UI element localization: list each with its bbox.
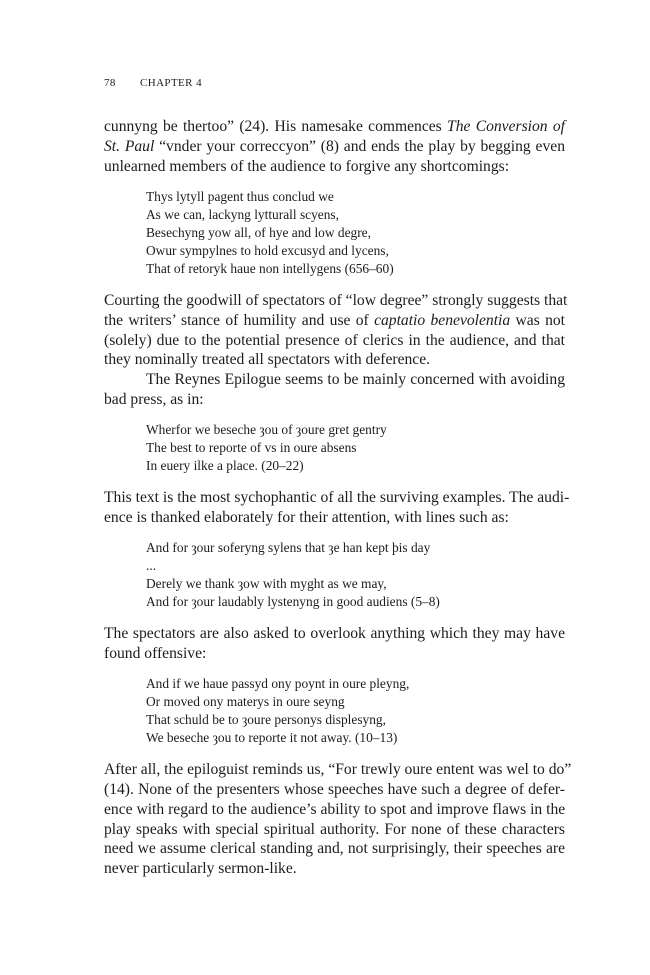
verse-line: That of retoryk haue non intellygens (656–60) [146,260,394,276]
latin-term: captatio benevolentia [374,311,511,329]
paragraph-2 [104,291,568,371]
text-line: they nominally treated all spectators with deference. [104,351,431,369]
paragraph-4 [104,488,570,528]
verse-line: Thys lytyll pagent thus conclud we [146,188,334,204]
play-title: St. Paul [104,137,155,155]
verse-line: And for ȝour soferyng sylens that ȝe han kept þis day [146,539,431,555]
text-line: St. Paul “vnder your correccyon” (8) and ends the play by begging even [104,137,565,155]
text-line: the writers’ stance of humility and use of captatio benevolentia was not [104,311,566,329]
verse-line: Owur sympylnes to hold excusyd and lycens, [146,242,389,258]
paragraph-3 [104,370,565,410]
verse-line: That schuld be to ȝoure personys displesyng, [146,711,386,727]
verse-quote-4 [104,675,565,747]
text-line: bad press, as in: [104,391,204,409]
verse-line: In euery ilke a place. (20–22) [146,458,304,474]
paragraph-6 [104,760,572,879]
verse-line: Derely we thank ȝow with myght as we may, [146,575,387,591]
paragraph-5 [104,624,565,664]
verse-line: And if we haue passyd ony poynt in oure pleyng, [146,675,410,691]
text-line: never particularly sermon-like. [104,860,297,878]
text-line: ence with regard to the audience’s ability to spot and improve flaws in the [104,800,566,818]
text-line: need we assume clerical standing and, not surprisingly, their speeches are [104,840,565,858]
text-line: Courting the goodwill of spectators of “low degree” strongly suggests that [104,291,568,309]
text-line: found offensive: [104,644,207,662]
chapter-label: CHAPTER 4 [140,77,202,89]
text-line: After all, the epiloguist reminds us, “For trewly oure entent was wel to do” [104,760,572,778]
body-text [104,117,572,879]
verse-quote-2 [104,421,565,475]
page-number: 78 [104,77,116,89]
play-title: The Conversion of [447,118,565,135]
paragraph-1 [104,117,565,177]
text-line: The Reynes Epilogue seems to be mainly concerned with avoiding [146,371,565,389]
verse-line: And for ȝour laudably lystenyng in good audiens (5–8) [146,593,440,609]
text-line: play speaks with special spiritual authority. For none of these characters [104,820,565,838]
verse-quote-3 [104,539,565,611]
verse-line: Besechyng yow all, of hye and low degre, [146,224,371,240]
text-line: ence is thanked elaborately for their attention, with lines such as: [104,509,509,527]
running-head [104,77,202,89]
text-line: The spectators are also asked to overlook anything which they may have [104,624,565,642]
verse-line: Or moved ony materys in oure seyng [146,693,345,709]
verse-quote-1 [104,188,565,278]
verse-ellipsis: ... [146,557,157,573]
text-line: unlearned members of the audience to forgive any shortcomings: [104,157,510,175]
text-line: (solely) due to the potential presence of clerics in the audience, and that [104,331,565,349]
verse-line: As we can, lackyng lytturall scyens, [146,206,339,222]
verse-line: Wherfor we beseche ȝou of ȝoure gret gentry [146,422,387,438]
text-line: (14). None of the presenters whose speeches have such a degree of defer- [104,780,565,798]
verse-line: We beseche ȝou to reporte it not away. (10–13) [146,729,398,745]
text-line: cunnyng be thertoo” (24). His namesake commences The Conversion of [104,118,565,135]
verse-line: The best to reporte of vs in oure absens [146,440,357,456]
text-line: This text is the most sychophantic of all the surviving examples. The audi- [104,489,570,507]
